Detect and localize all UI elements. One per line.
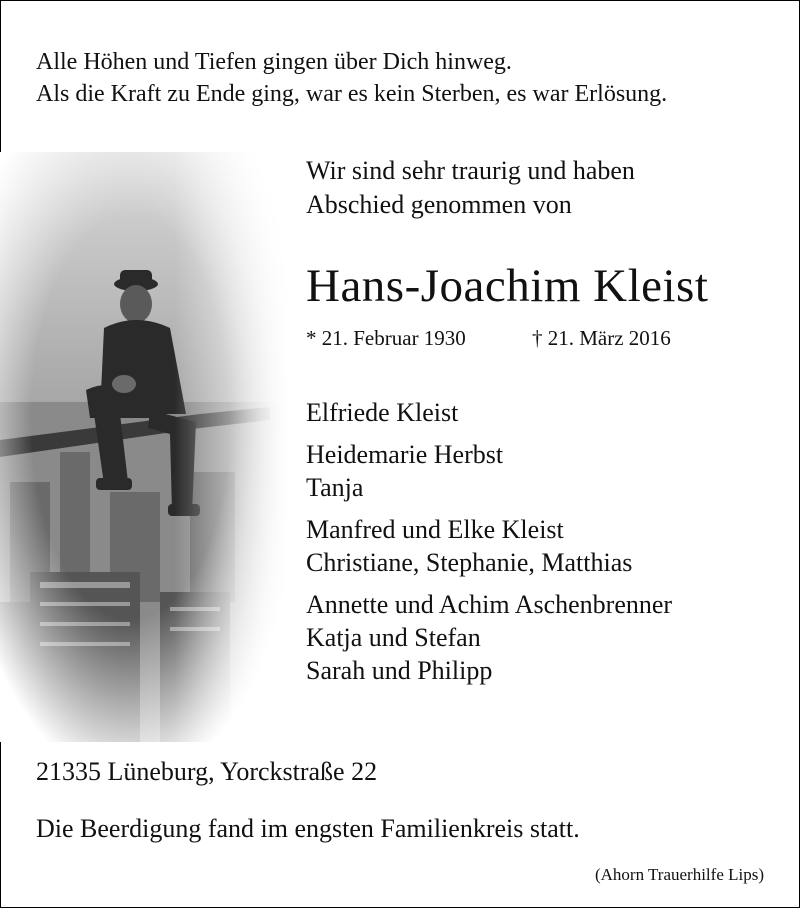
survivor-group	[306, 513, 672, 579]
survivor-line: Sarah und Philipp	[306, 656, 493, 685]
funeral-note: Die Beerdigung fand im engsten Familienkreis statt.	[36, 814, 580, 843]
survivor-group	[306, 438, 672, 504]
survivor-group	[306, 396, 672, 429]
survivor-line: Heidemarie Herbst	[306, 440, 504, 469]
deceased-name: Hans-Joachim Kleist	[306, 260, 709, 312]
survivor-line: Elfriede Kleist	[306, 398, 459, 427]
life-dates	[306, 324, 726, 352]
survivor-line: Manfred und Elke Kleist	[306, 515, 564, 544]
survivor-line: Katja und Stefan	[306, 623, 481, 652]
verse	[36, 46, 667, 110]
survivor-line: Annette und Achim Aschenbrenner	[306, 590, 673, 619]
survivor-group	[306, 588, 672, 687]
intro-line-1: Wir sind sehr traurig und haben	[306, 156, 635, 185]
intro-text	[306, 154, 635, 222]
address: 21335 Lüneburg, Yorckstraße 22	[36, 757, 378, 786]
verse-line-1: Alle Höhen und Tiefen gingen über Dich hinweg.	[36, 49, 512, 75]
death-date: † 21. März 2016	[532, 326, 671, 350]
survivors-list	[306, 396, 672, 696]
intro-line-2: Abschied genommen von	[306, 190, 572, 219]
survivor-line: Christiane, Stephanie, Matthias	[306, 548, 633, 577]
publisher-credit: (Ahorn Trauerhilfe Lips)	[594, 865, 764, 884]
verse-line-2: Als die Kraft zu Ende ging, war es kein Sterben, es war Erlösung.	[36, 81, 668, 107]
birth-date: * 21. Februar 1930	[306, 326, 466, 350]
survivor-line: Tanja	[306, 473, 364, 502]
memorial-photo	[0, 152, 290, 742]
